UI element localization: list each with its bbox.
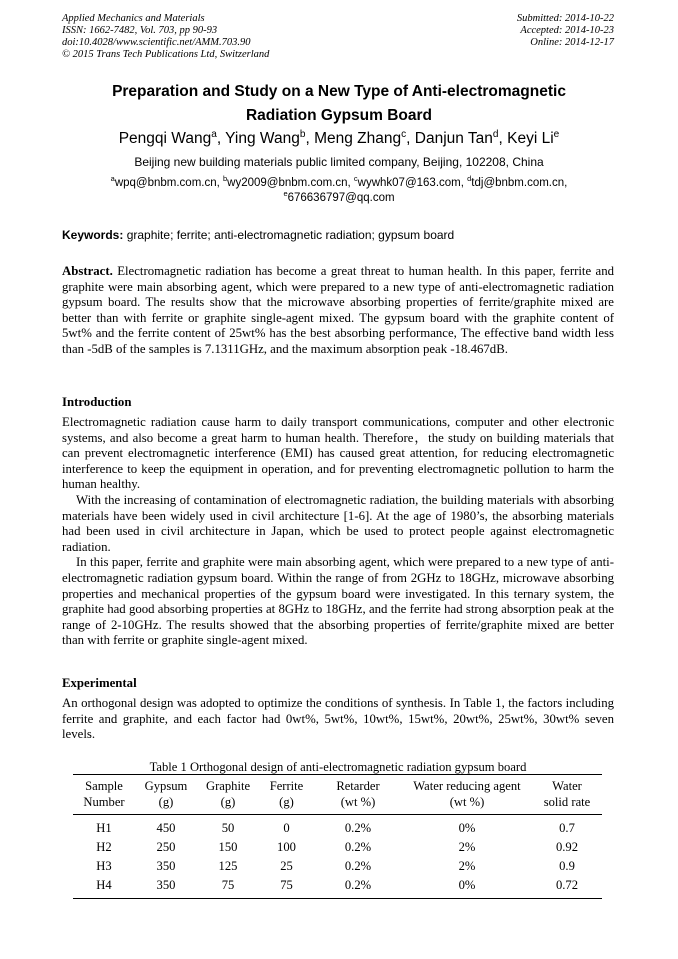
table-cell: 0.72 [532,876,602,899]
accepted-date: Accepted: 2014-10-23 [520,25,614,36]
copyright: © 2015 Trans Tech Publications Ltd, Switzerland [62,49,270,60]
column-header: Water reducing agent [402,775,532,795]
column-header: Water [532,775,602,795]
table-cell: 0 [283,821,290,835]
experimental-paragraph-1: An orthogonal design was adopted to optimize the conditions of synthesis. In Table 1, the factors including ferrite and graphite, and each factor had 0wt%, 5wt%, 10wt%, 15wt%, 20wt%, 25wt%, 30wt% seven levels. [62,696,614,742]
journal-name: Applied Mechanics and Materials [62,13,205,24]
column-unit: (wt %) [314,794,402,815]
intro-paragraph-1: Electromagnetic radiation cause harm to daily transport communications, computer and other electronic systems, and also become a great harm to human health. Therefore，the study on building materials that can prevent electromagnetic interference (EMI) has caused great attention, for reducing electromagnetic interference to keep the equipment in operation, and for preventing electromagnetic pollution to harm the human healthy. [62,415,614,492]
intro-body [62,415,614,649]
column-header: Ferrite [259,775,314,795]
column-header: Gypsum [135,775,197,795]
email-sup: a [110,174,115,184]
table-cell: 2% [458,840,476,854]
table-cell: 75 [197,876,259,899]
email-link[interactable]: wywhk07@163.com, [357,177,464,189]
email-sup: d [467,174,472,184]
experimental-heading: Experimental [62,676,137,690]
submitted-date: Submitted: 2014-10-22 [516,13,614,24]
table-row [73,876,602,899]
title-line-2: Radiation Gypsum Board [245,107,433,124]
intro-heading: Introduction [62,395,132,409]
email-sup: c [353,174,358,184]
title-line-1: Preparation and Study on a New Type of Anti-electromagnetic [112,83,566,100]
author: Danjun Tan [414,130,493,147]
table-cell: 0.2% [344,821,372,835]
issn: ISSN: 1662-7482, Vol. 703, pp 90-93 [62,25,218,36]
abstract-label: Abstract. [62,264,113,278]
table-cell: 2% [458,859,476,873]
intro-paragraph-2: With the increasing of contamination of electromagnetic radiation, the building materials with absorbing materials have been widely used in civil architecture [1-6]. At the age of 1980’s, the absorbing materials had been used in civil architecture in Japan, which be used to protect people against electromagnetic radiation. [62,492,614,554]
column-unit: (g) [197,794,259,815]
table-header-row [73,794,602,815]
table-cell: 0.2% [344,859,372,873]
email-link[interactable]: tdj@bnbm.com.cn, [471,177,568,189]
table-cell: 150 [218,840,238,854]
author: Ying Wang [225,130,300,147]
affiliation: Beijing new building materials public limited company, Beijing, 102208, China [134,155,544,169]
paper-title [40,80,638,128]
author-sup: c [401,128,407,140]
email-link[interactable]: 676636797@qq.com [287,192,395,204]
author-sup: d [492,128,499,140]
table-cell: 0.7 [559,821,575,835]
author-sup: b [299,128,306,140]
online-date: Online: 2014-12-17 [530,37,614,48]
table-cell: 350 [156,859,176,873]
keywords-label: Keywords: [62,228,124,242]
table-cell: H1 [96,821,112,835]
table-cell: H2 [96,840,112,854]
table-cell: 75 [259,876,314,899]
experimental-body [62,696,614,743]
keywords-text: graphite; ferrite; anti-electromagnetic radiation; gypsum board [126,228,455,242]
column-header: Retarder [314,775,402,795]
table-cell: 0.92 [555,840,579,854]
journal-info [62,13,269,61]
table-header-row [73,775,602,795]
abstract-text: Electromagnetic radiation has become a great threat to human health. In this paper, ferrite and graphite were main absorbing agent, which were prepared to a new type of anti-electromagnetic radiation gypsum board. The results show that the microwave absorbing properties of ferrite/graphite mixed are better than with ferrite or graphite single-agent mixed. The gypsum board with the graphite content of 5wt% and the ferrite content of 25wt% has the best absorbing performance, The effective band width less than -5dB of the samples is 7.1311GHz, and the maximum absorption peak -18.467dB. [62,264,614,356]
column-unit: (g) [259,794,314,815]
table-row [73,815,602,839]
column-unit: solid rate [532,794,602,815]
table-cell: 350 [135,876,197,899]
orthogonal-design-table [73,774,602,899]
dates-info [517,13,614,49]
table-caption: Table 1 Orthogonal design of anti-electromagnetic radiation gypsum board [149,760,527,774]
email-link[interactable]: wpq@bnbm.com.cn, [114,177,220,189]
table-cell: 0.2% [344,840,372,854]
author-sup: e [553,128,560,140]
table-row [73,838,602,857]
table-row [73,857,602,876]
table-cell: 450 [156,821,176,835]
author-sup: a [211,128,217,140]
author: Pengqi Wang [118,130,212,147]
table-cell: 0.2% [314,876,402,899]
email-sup: b [223,174,228,184]
keywords [62,227,454,243]
table-cell: 100 [277,840,296,854]
table-cell: 0% [458,821,476,835]
column-header: Sample [73,775,135,795]
email-list [90,176,588,206]
author: Meng Zhang [314,130,402,147]
column-unit: (wt %) [402,794,532,815]
column-header: Graphite [197,775,259,795]
email-link[interactable]: wy2009@bnbm.com.cn, [227,177,351,189]
doi: doi:10.4028/www.scientific.net/AMM.703.90 [62,37,251,48]
table-cell: 0.9 [559,859,575,873]
author: Keyi Li [507,130,554,147]
email-sup: e [283,189,288,199]
table-cell: 0% [402,876,532,899]
table-cell: 25 [280,859,293,873]
table-cell: H4 [73,876,135,899]
column-unit: (g) [135,794,197,815]
intro-paragraph-3: In this paper, ferrite and graphite were main absorbing agent, which were prepared to a new type of anti-electromagnetic radiation gypsum board. Within the range of from 2GHz to 18GHz, microwave absorbing properties and mechanical properties of the gypsum board were investigated. In this ternary system, the graphite had good absorbing properties at 8GHz to 18GHz, and the ferrite had strong absorption peak at the range of 2-10GHz. The results showed that the absorbing properties of ferrite/graphite mixed are better than with ferrite or graphite single-agent mixed. [62,555,614,648]
abstract [62,264,614,358]
table-cell: 125 [218,859,238,873]
table-cell: H3 [96,859,112,873]
table-cell: 250 [156,840,176,854]
author-list: Pengqi Wang$^a$, Ying Wang$^b$, Meng Zhang$^c$, Danjun Tan$^d$, Keyi Li$^e$ [118,128,560,147]
table-cell: 50 [221,821,235,835]
column-unit: Number [73,794,135,815]
